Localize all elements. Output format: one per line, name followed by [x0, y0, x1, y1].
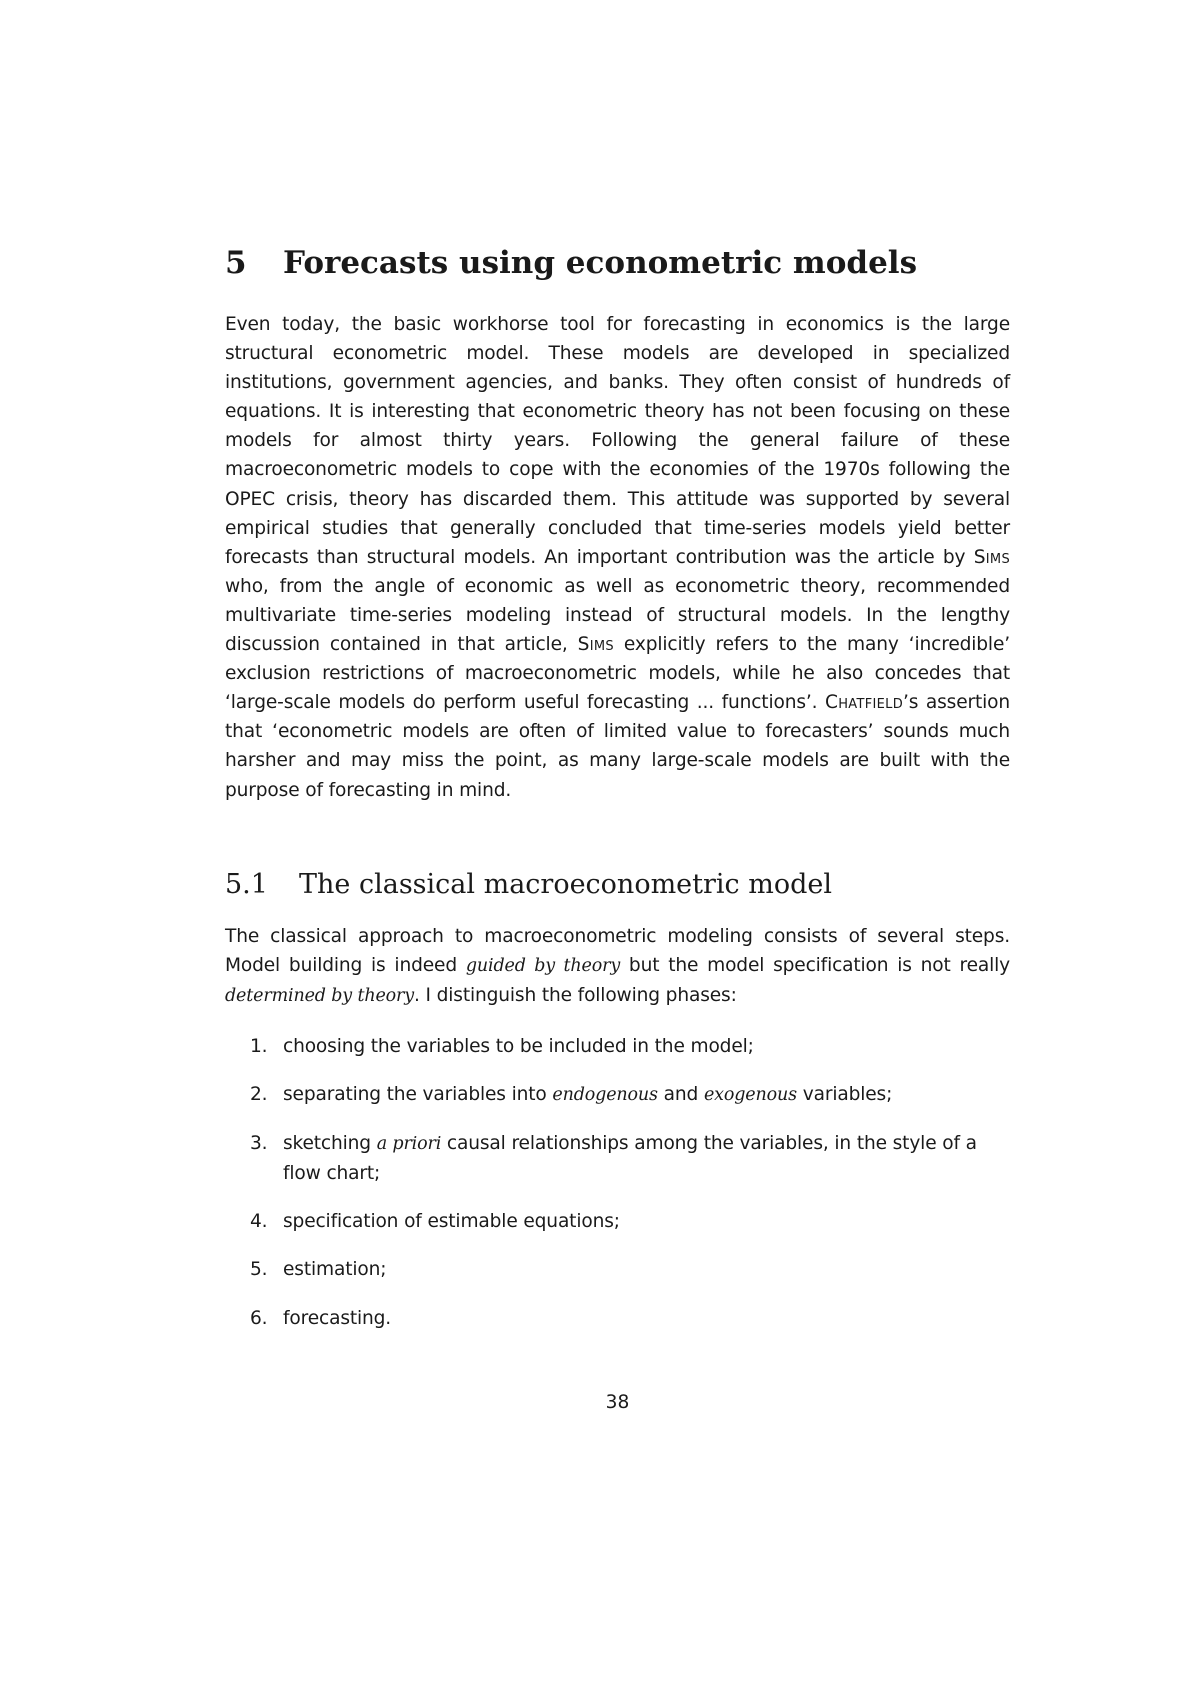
- list-item-text: variables;: [796, 1084, 893, 1106]
- section-title: [225, 868, 832, 902]
- list-item: [225, 1207, 1010, 1236]
- intro-text-4: ’s assertion that ‘econometric models are often of limited value to forecasters’ sounds much harsher and may miss the point, as many large-scale models are built with the purpose of forecasting in mind.: [225, 692, 1010, 801]
- list-marker: 3.: [250, 1133, 268, 1155]
- section-text-3: . I distinguish the following phases:: [414, 985, 737, 1007]
- chapter-title-text: Forecasts using econometric models: [283, 245, 918, 281]
- list-item: [225, 1129, 1010, 1188]
- section-text-1: The classical approach to macroeconometric modeling consists of several steps. Model building is indeed: [225, 926, 1010, 977]
- emphasis-a-priori: a priori: [376, 1134, 442, 1155]
- emphasis-endogenous: endogenous: [552, 1085, 658, 1106]
- list-marker: 2.: [250, 1084, 268, 1106]
- list-item-text: and: [657, 1084, 704, 1106]
- section-title-text: The classical macroeconometric model: [299, 869, 833, 900]
- list-item: [225, 1032, 1010, 1061]
- list-marker: 5.: [250, 1259, 268, 1281]
- list-marker: 1.: [250, 1036, 268, 1057]
- phases-list: [225, 1032, 1010, 1352]
- page-number: 38: [605, 1392, 630, 1413]
- chapter-number: 5: [225, 245, 247, 281]
- list-item-text: separating the variables into: [283, 1084, 553, 1106]
- list-item-text: choosing the variables to be included in the model;: [283, 1036, 754, 1057]
- list-item: [225, 1304, 1010, 1333]
- list-marker: 6.: [250, 1307, 268, 1329]
- section-number: 5.1: [225, 869, 268, 900]
- list-item-text: specification of estimable equations;: [283, 1211, 620, 1233]
- chapter-title: [225, 243, 1010, 283]
- intro-text-3: explicitly refers to the many ‘incredible’ exclusion restrictions of macroeconometric models, while he also concedes that ‘large-scale models do perform useful forecasting ... functions’.: [225, 634, 1010, 714]
- list-item-text: estimation;: [283, 1259, 387, 1281]
- emphasis-guided-by-theory: guided by theory: [465, 956, 621, 977]
- list-item-text: causal relationships among the variables, in the style of a flow chart;: [283, 1133, 977, 1185]
- author-name-sims: Sims: [973, 546, 1010, 568]
- author-name-sims: Sims: [577, 634, 614, 656]
- section-paragraph: [225, 922, 1010, 1011]
- emphasis-determined-by-theory: determined by theory: [225, 986, 414, 1007]
- emphasis-exogenous: exogenous: [703, 1085, 797, 1106]
- section-text-2: but the model specification is not really: [620, 955, 1011, 977]
- list-item: [225, 1080, 1010, 1110]
- intro-paragraph: [225, 310, 1010, 805]
- list-item-text: forecasting.: [283, 1307, 392, 1329]
- author-name-chatfield: Chatfield: [824, 692, 904, 714]
- intro-text-2: who, from the angle of economic as well as econometric theory, recommended multivariate time-series modeling instead of structural models. In the lengthy discussion contained in that article,: [225, 575, 1010, 656]
- intro-text-1: Even today, the basic workhorse tool for forecasting in economics is the large structural econometric model. These models are developed in specialized institutions, government agencies, and banks. They often consist of hundreds of equations. It is interesting that econometric theory has not been focusing on these models for almost thirty years. Following the general failure of these macroeconometric models to cope with the economies of the 1970s following the OPEC crisis, theory has discarded them. This attitude was supported by several empirical studies that generally concluded that time-series models yield better forecasts than structural models. An important contribution was the article by: [225, 314, 1010, 568]
- list-marker: 4.: [250, 1211, 268, 1233]
- list-item: [225, 1255, 1010, 1284]
- list-item-text: sketching: [283, 1133, 377, 1155]
- page: [225, 0, 1010, 1698]
